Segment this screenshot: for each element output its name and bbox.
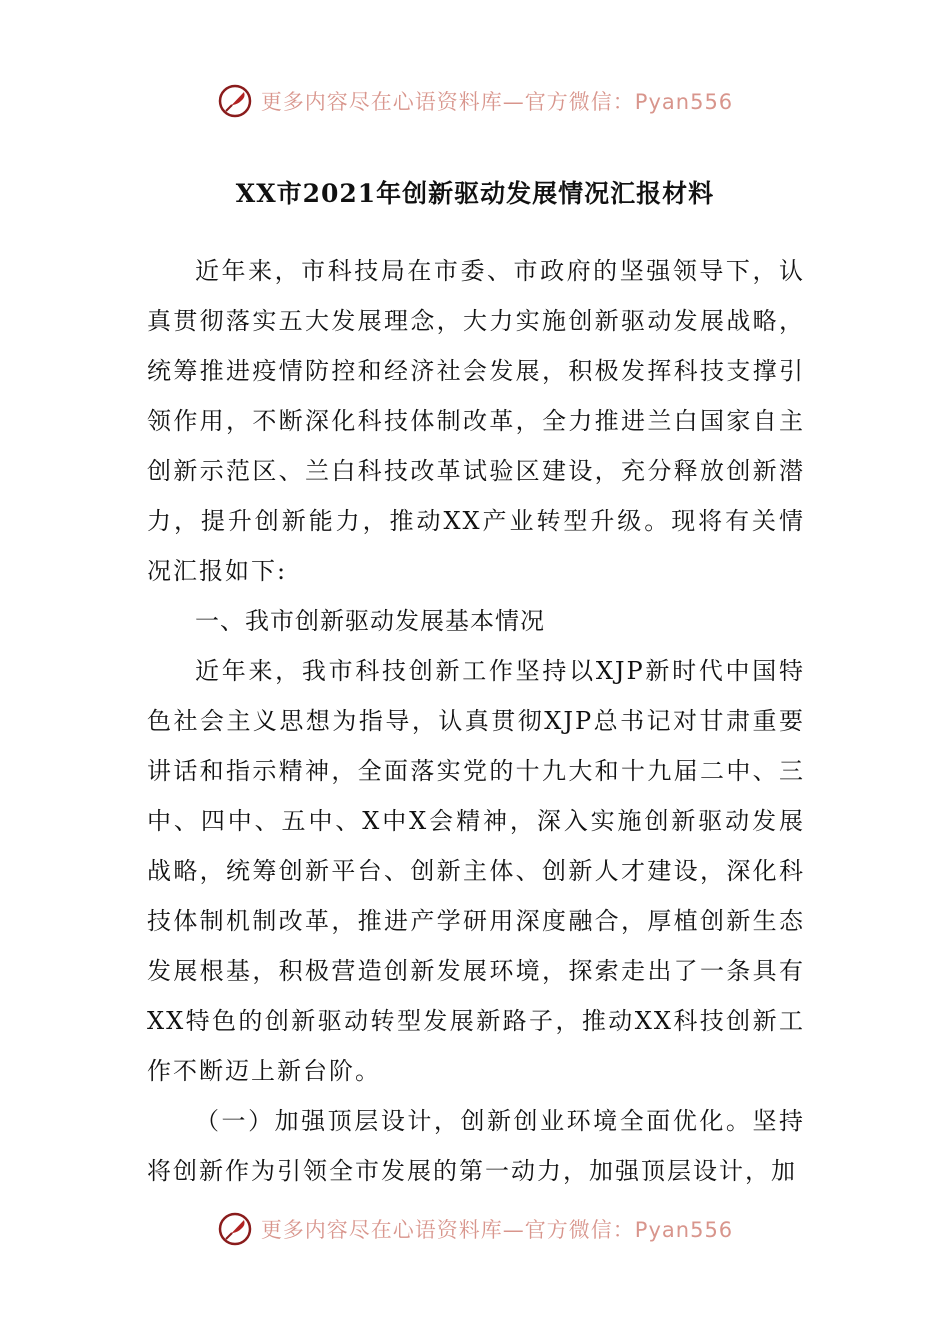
feather-pen-circle-icon	[217, 83, 253, 119]
header-watermark-banner	[0, 78, 950, 124]
section-paragraph: 近年来，我市科技创新工作坚持以XJP新时代中国特色社会主义思想为指导，认真贯彻XJP总书记对甘肃重要讲话和指示精神，全面落实党的十九大和十九届二中、三中、四中、五中、X中X会精神，深入实施创新驱动发展战略，统筹创新平台、创新主体、创新人才建设，深化科技体制机制改革，推进产学研用深度融合，厚植创新生态发展根基，积极营造创新发展环境，探索走出了一条具有XX特色的创新驱动转型发展新路子，推动XX科技创新工作不断迈上新台阶。	[147, 657, 805, 1085]
document-body	[147, 246, 805, 1196]
section-heading: 一、我市创新驱动发展基本情况	[195, 607, 545, 635]
footer-watermark-banner	[0, 1206, 950, 1252]
document-title: XX市2021年创新驱动发展情况汇报材料	[235, 179, 715, 208]
watermark-text: 更多内容尽在心语资料库—官方微信：Pyan556	[260, 1218, 734, 1242]
intro-paragraph: 近年来，市科技局在市委、市政府的坚强领导下，认真贯彻落实五大发展理念，大力实施创新驱动发展战略，统筹推进疫情防控和经济社会发展，积极发挥科技支撑引领作用，不断深化科技体制改革，全力推进兰白国家自主创新示范区、兰白科技改革试验区建设，充分释放创新潜力，提升创新能力，推动XX产业转型升级。现将有关情况汇报如下:	[147, 257, 805, 585]
watermark-text: 更多内容尽在心语资料库—官方微信：Pyan556	[260, 90, 734, 114]
subsection-paragraph: （一）加强顶层设计，创新创业环境全面优化。坚持将创新作为引领全市发展的第一动力，加强顶层设计，加	[147, 1107, 805, 1185]
feather-pen-circle-icon	[217, 1211, 253, 1247]
